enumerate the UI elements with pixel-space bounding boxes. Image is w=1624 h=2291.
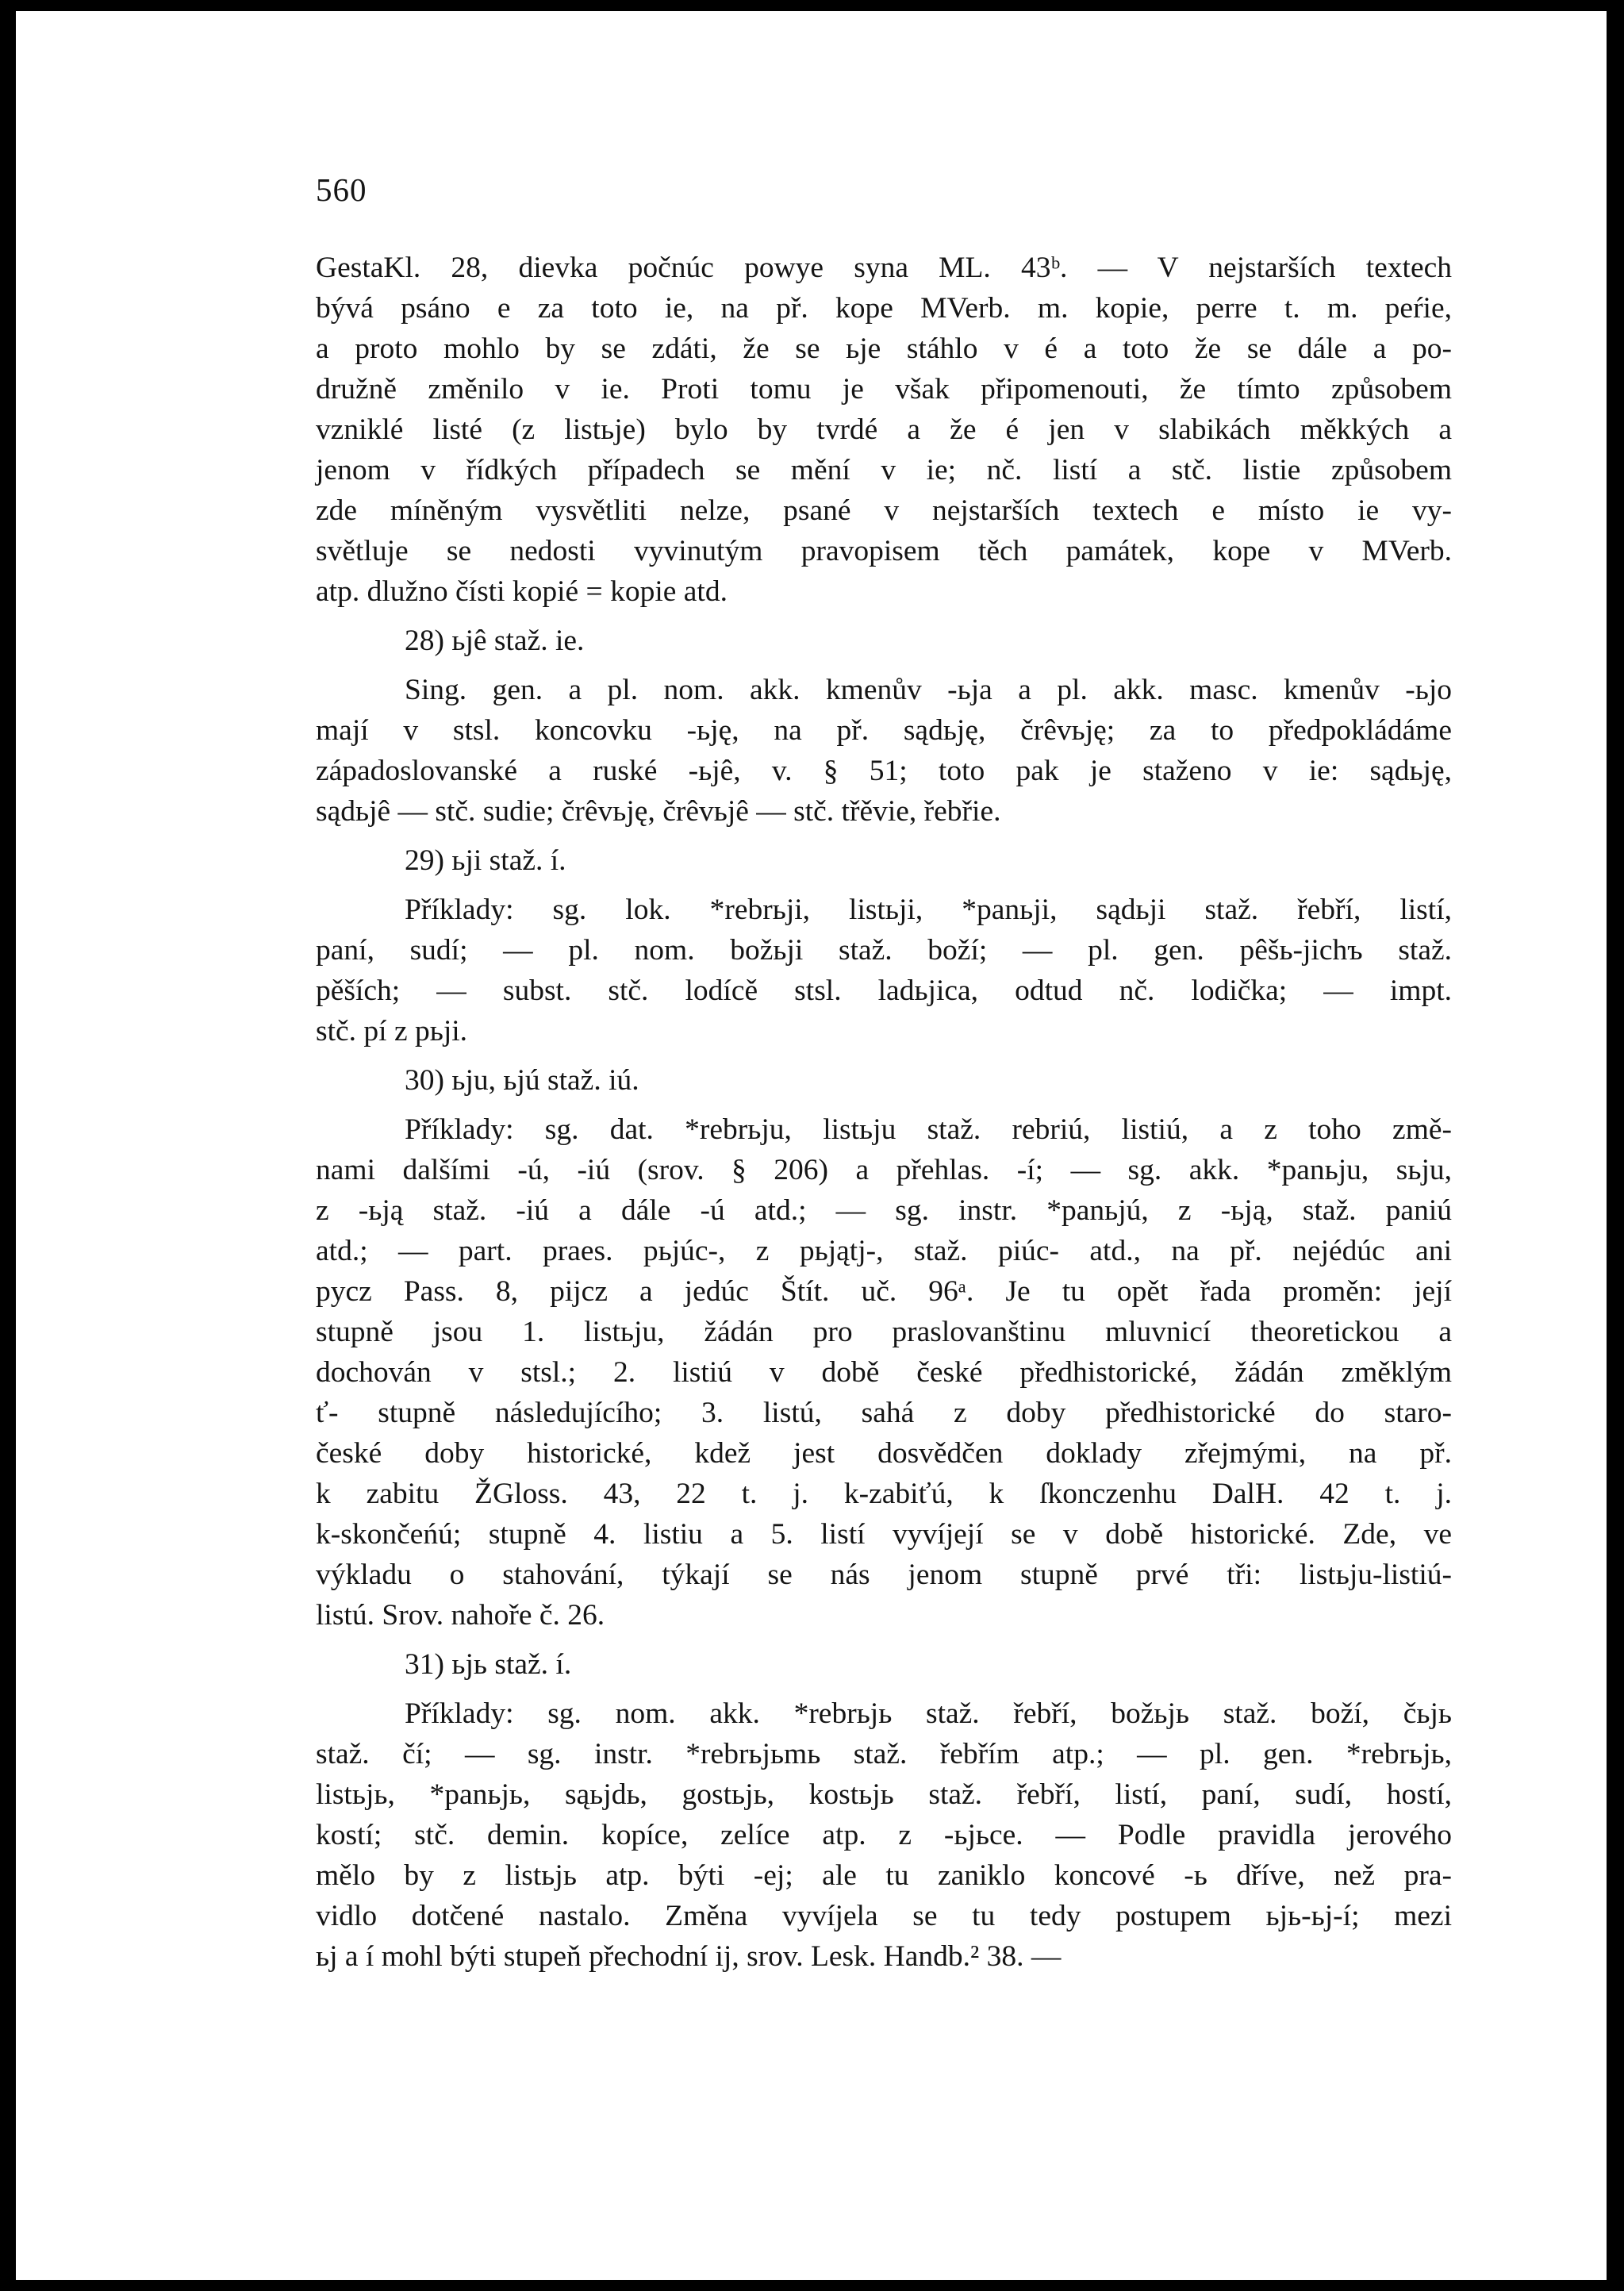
text-line: ť- stupně následujícího; 3. listú, sahá z doby předhistorické do staro-: [316, 1397, 1452, 1429]
text-line: k zabitu ŽGloss. 43, 22 t. j. k-zabiťú, k ſkonczenhu DalH. 42 t. j.: [316, 1478, 1452, 1510]
text-line: ьj a í mohl býti stupeň přechodní ij, srov. Lesk. Handb.² 38. —: [316, 1940, 1062, 1973]
text-line: GestaKl. 28, dievka počnúc powye syna ML. 43ᵇ. — V nejstarších textech: [316, 252, 1452, 284]
text-line: atp. dlužno čísti kopié = kopie atd.: [316, 575, 728, 608]
text-line: atd.; — part. praes. pьjúc-, z pьjątj-, staž. piúc- atd., na př. nejédúc ani: [316, 1235, 1452, 1267]
text-body: [316, 248, 1452, 1977]
text-line: pěších; — subst. stč. lodícě stsl. ladьjica, odtud nč. lodička; — impt.: [316, 974, 1452, 1007]
text-line: družně změnilo v ie. Proti tomu je však připomenouti, že tímto způsobem: [316, 373, 1452, 406]
section-heading: 31) ьjь staž. í.: [405, 1648, 572, 1681]
text-line: bývá psáno e za toto ie, na př. kope MVerb. m. kopie, perre t. m. peŕie,: [316, 292, 1452, 325]
text-line: zde míněným vysvětliti nelze, psané v nejstarších textech e místo ie vy-: [316, 494, 1452, 527]
text-line: české doby historické, kdež jest dosvědčen doklady zřejmými, na př.: [316, 1437, 1452, 1470]
text-line: stč. pí z pьji.: [316, 1015, 468, 1047]
text-line: paní, sudí; — pl. nom. božьji staž. boží; — pl. gen. pêšь-jichъ staž.: [316, 934, 1452, 967]
text-line: dochován v stsl.; 2. listiú v době české předhistorické, žádán změklým: [316, 1356, 1452, 1389]
text-line: listú. Srov. nahoře č. 26.: [316, 1599, 605, 1632]
text-line: výkladu o stahování, týkají se nás jenom stupně prvé tři: listьju-listiú-: [316, 1559, 1452, 1591]
page-content: [316, 170, 1452, 1977]
text-line: stupně jsou 1. listьju, žádán pro praslovanštinu mluvnicí theoretickou a: [316, 1316, 1452, 1348]
section-heading: 29) ьji staž. í.: [405, 844, 566, 877]
text-line: Příklady: sg. lok. *rebrьji, listьji, *panьji, sądьji staž. řebří, listí,: [405, 894, 1452, 926]
section-heading: 28) ьjê staž. ie.: [405, 625, 585, 657]
text-line: světluje se nedosti vyvinutým pravopisem těch památek, kope v MVerb.: [316, 535, 1452, 567]
text-line: Sing. gen. a pl. nom. akk. kmenův -ьja a pl. akk. masc. kmenův -ьjo: [405, 674, 1452, 706]
text-line: kostí; stč. demin. kopíce, zelíce atp. z -ьjьce. — Podle pravidla jerového: [316, 1819, 1452, 1851]
text-line: vidlo dotčené nastalo. Změna vyvíjela se tu tedy postupem ьjь-ьj-í; mezi: [316, 1900, 1452, 1932]
text-line: a proto mohlo by se zdáti, že se ьje stáhlo v é a toto že se dále a po-: [316, 333, 1452, 365]
text-line: listьjь, *panьjь, sąьjdь, gostьjь, kostьjь staž. řebří, listí, paní, sudí, hostí,: [316, 1778, 1452, 1811]
book-page: [16, 11, 1607, 2280]
text-line: mají v stsl. koncovku -ьję, na př. sądьję, črêvьję; za to předpokládáme: [316, 714, 1452, 747]
text-line: vzniklé listé (z listьje) bylo by tvrdé a že é jen v slabikách měkkých a: [316, 413, 1452, 446]
text-line: Příklady: sg. dat. *rebrьju, listьju staž. rebriú, listiú, a z toho změ-: [405, 1113, 1452, 1146]
section-heading: 30) ьju, ьjú staž. iú.: [405, 1064, 639, 1097]
text-line: nami dalšími -ú, -iú (srov. § 206) a přehlas. -í; — sg. akk. *panьju, sьju,: [316, 1154, 1452, 1186]
text-line: mělo by z listьjь atp. býti -ej; ale tu zaniklo koncové -ь dříve, než pra-: [316, 1859, 1452, 1892]
text-line: z -ьją staž. -iú a dále -ú atd.; — sg. instr. *panьjú, z -ьją, staž. paniú: [316, 1194, 1452, 1227]
text-line: jenom v řídkých případech se mění v ie; nč. listí a stč. listie způsobem: [316, 454, 1452, 486]
text-line: Příklady: sg. nom. akk. *rebrьjь staž. řebří, božьjь staž. boží, čьjь: [405, 1697, 1452, 1730]
text-line: staž. čí; — sg. instr. *rebrьjьmь staž. řebřím atp.; — pl. gen. *rebrьjь,: [316, 1738, 1452, 1770]
text-line: západoslovanské a ruské -ьjê, v. § 51; toto pak je staženo v ie: sądьję,: [316, 755, 1452, 787]
text-line: sądьjê — stč. sudie; črêvьję, črêvьjê — stč. třěvie, řebřie.: [316, 795, 1001, 828]
page-number: 560: [316, 171, 367, 208]
text-line: pycz Pass. 8, pijcz a jedúc Štít. uč. 96ᵃ. Je tu opět řada proměn: její: [316, 1275, 1452, 1308]
text-line: k-skončeńú; stupně 4. listiu a 5. listí vyvíjejí se v době historické. Zde, ve: [316, 1518, 1452, 1551]
